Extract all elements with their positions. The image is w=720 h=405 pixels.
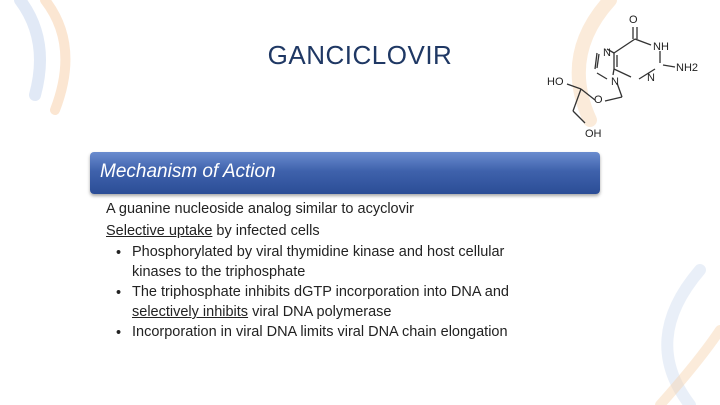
atom-label-o-carbonyl: O — [629, 14, 638, 26]
bullet-1-line-1: Phosphorylated by viral thymidine kinase and host cellular — [132, 244, 505, 260]
decor-arc-blue-left — [20, 0, 40, 95]
atom-label-ho: HO — [547, 76, 564, 88]
bullet-1-line-2: kinases to the triphosphate — [132, 264, 306, 280]
atom-label-n9: N — [611, 76, 619, 88]
bullet-marker: • — [116, 325, 122, 341]
ganciclovir-structure-diagram — [535, 5, 715, 145]
body-line-selective-uptake — [106, 220, 596, 242]
slide-title: GANCICLOVIR — [267, 40, 453, 70]
bullet-2-line-1: The triphosphate inhibits dGTP incorporation into DNA and — [132, 284, 509, 300]
bullet-2-line-2-rest: viral DNA polymerase — [248, 304, 392, 320]
slide-body — [106, 198, 596, 342]
underlined-selective-uptake: Selective uptake — [106, 223, 213, 239]
decor-arc-orange-left — [45, 0, 65, 110]
bullet-item-phosphorylation — [106, 242, 596, 282]
bullet-3-line-1: Incorporation in viral DNA limits viral DNA chain elongation — [132, 324, 508, 340]
selective-uptake-rest: by infected cells — [212, 223, 320, 239]
bullet-item-triphosphate — [106, 282, 596, 322]
bullet-item-incorporation — [106, 322, 596, 342]
atom-label-nh2: NH2 — [676, 62, 699, 74]
body-line-analog: A guanine nucleoside analog similar to acyclovir — [106, 201, 414, 217]
atom-label-n-imidazole: N — [603, 47, 611, 59]
atom-label-o-ether: O — [594, 94, 603, 106]
bullet-marker: • — [116, 285, 122, 301]
section-header-title: Mechanism of Action — [100, 161, 276, 182]
bullet-2-line-2 — [132, 302, 596, 322]
atom-label-n-pyrimidine: N — [647, 72, 655, 84]
atom-label-nh: NH — [653, 41, 669, 53]
atom-label-oh: OH — [585, 128, 602, 140]
section-header-bar — [90, 152, 600, 194]
underlined-selectively-inhibits: selectively inhibits — [132, 304, 249, 320]
bullet-marker: • — [116, 245, 122, 261]
